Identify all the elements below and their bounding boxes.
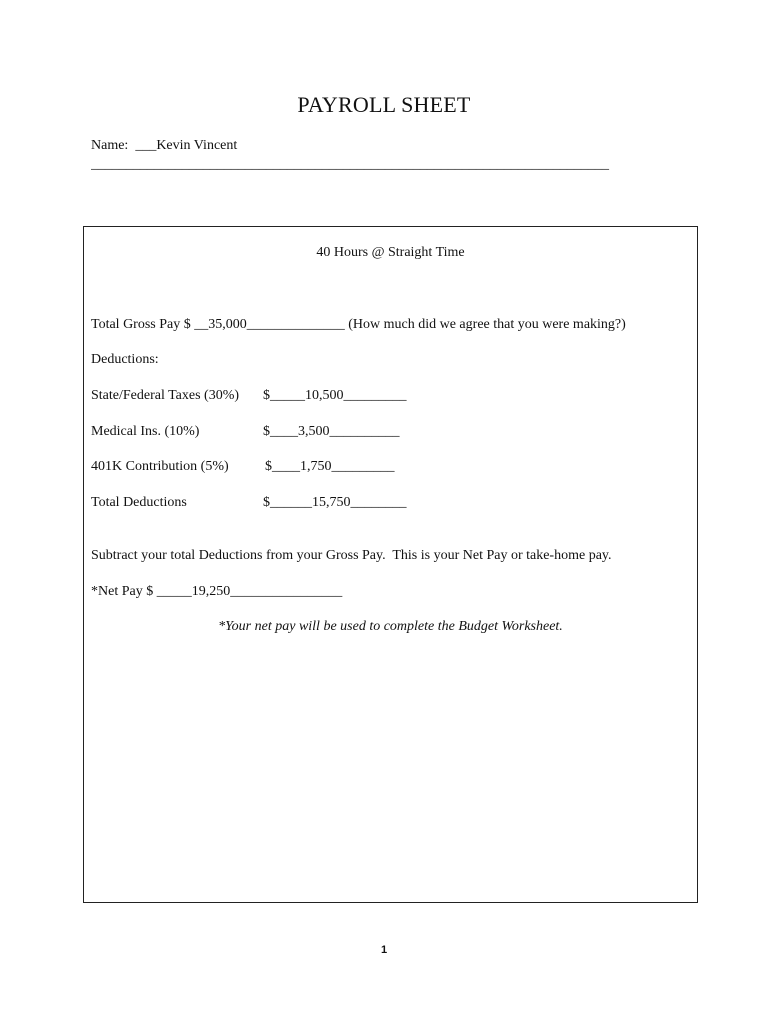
k401-value: $____1,750_________ <box>265 459 395 474</box>
payroll-box <box>83 226 698 903</box>
name-underline: __________________________________________________________________________ <box>91 157 609 172</box>
medical-label: Medical Ins. (10%) <box>91 424 200 439</box>
gross-pay-line: Total Gross Pay $ __35,000______________ (How much did we agree that you were making?) <box>91 317 626 332</box>
instruction-text: Subtract your total Deductions from your Gross Pay. This is your Net Pay or take-home pay. <box>91 548 612 563</box>
page-number: 1 <box>380 944 388 956</box>
box-heading: 40 Hours @ Straight Time <box>316 245 465 260</box>
name-line: Name: ___Kevin Vincent <box>91 138 238 153</box>
total-deductions-value: $______15,750________ <box>263 495 407 510</box>
taxes-label: State/Federal Taxes (30%) <box>91 388 240 403</box>
net-pay-line: *Net Pay $ _____19,250________________ <box>91 584 343 599</box>
total-deductions-label: Total Deductions <box>91 495 187 510</box>
page-title: PAYROLL SHEET <box>297 92 471 117</box>
medical-value: $____3,500__________ <box>263 424 400 439</box>
deductions-label: Deductions: <box>91 352 159 367</box>
taxes-value: $_____10,500_________ <box>263 388 407 403</box>
budget-note: *Your net pay will be used to complete the Budget Worksheet. <box>218 619 563 634</box>
k401-label: 401K Contribution (5%) <box>91 459 229 474</box>
